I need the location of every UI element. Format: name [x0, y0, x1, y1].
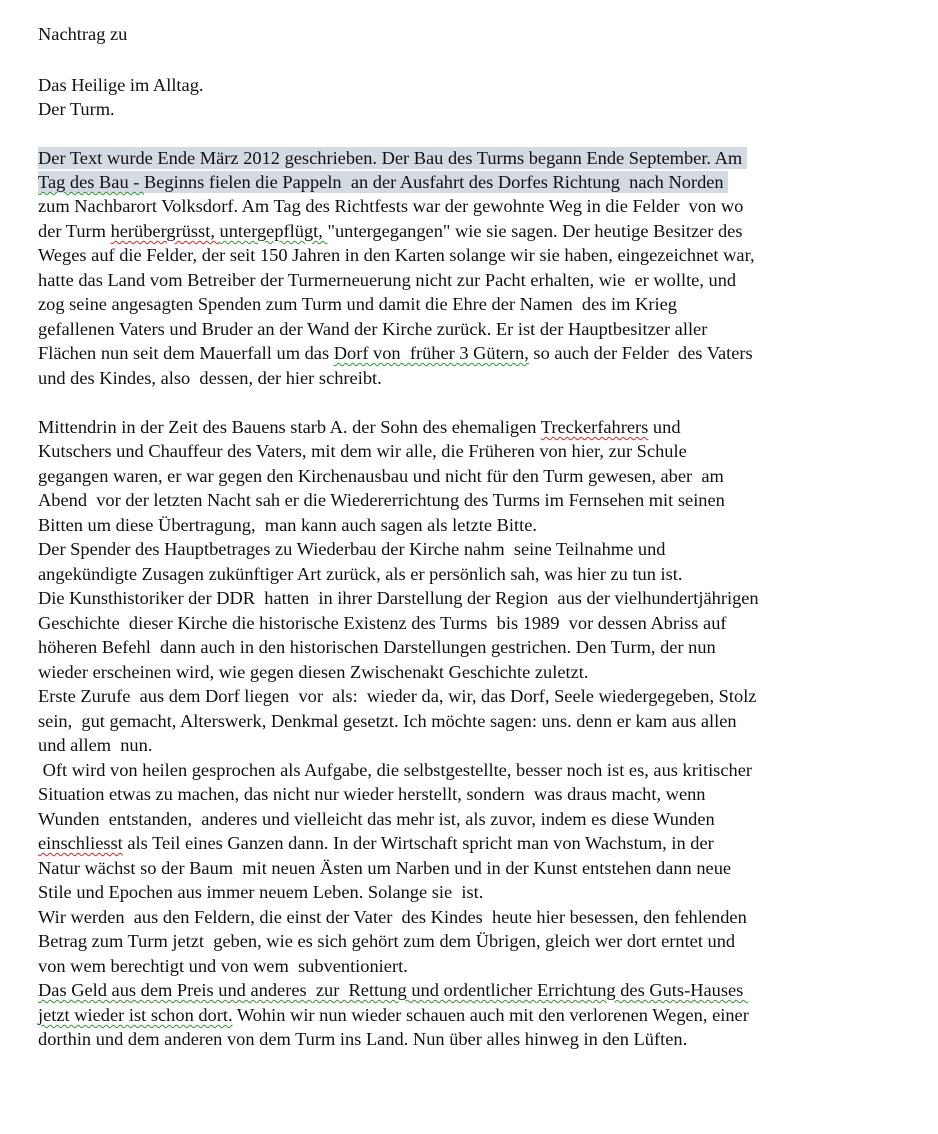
spelling-flag[interactable]: herübergrüsst,	[110, 221, 220, 241]
text-line	[38, 1004, 749, 1026]
text-line: Abend vor der letzten Nacht sah er die Wiedererrichtung des Turms im Fernsehen mit seinen	[38, 490, 725, 510]
text-line: und allem nun.	[38, 735, 153, 755]
text-line: Betrag zum Turm jetzt geben, wie es sich gehört zum dem Übrigen, gleich wer dort erntet und	[38, 931, 736, 951]
text-line: von wem berechtigt und von wem subventioniert.	[38, 956, 408, 976]
text-line: sein, gut gemacht, Alterswerk, Denkmal gesetzt. Ich möchte sagen: uns. denn er kam aus allen	[38, 711, 737, 731]
text-line: Der Spender des Hauptbetrages zu Wiederbau der Kirche nahm seine Teilnahme und	[38, 539, 666, 559]
spelling-flag[interactable]: einschliesst	[38, 833, 123, 853]
text-line	[38, 342, 753, 364]
text-line: Bitten um diese Übertragung, man kann auch sagen als letzte Bitte.	[38, 515, 537, 535]
text-span: "untergegangen" wie sie sagen. Der heutige Besitzer des	[327, 221, 743, 241]
text-line: und des Kindes, also dessen, der hier schreibt.	[38, 368, 382, 388]
grammar-flag[interactable]: Dorf von früher 3 Gütern,	[333, 343, 529, 363]
text-span: der Turm	[38, 221, 111, 241]
grammar-flag[interactable]: Tag des Bau -	[38, 172, 144, 192]
text-line: Die Kunsthistoriker der DDR hatten in ihrer Darstellung der Region aus der vielhundertjährigen	[38, 588, 759, 608]
grammar-flag[interactable]: jetzt wieder ist schon dort.	[38, 1005, 233, 1025]
text-span: Beginns fielen die Pappeln an der Ausfahrt des Dorfes Richtung nach Norden	[143, 172, 729, 192]
text-span: und	[648, 417, 681, 437]
text-span: Wohin wir nun wieder schauen auch mit den verlorenen Wegen, einer	[232, 1005, 749, 1025]
text-span: als Teil eines Ganzen dann. In der Wirtschaft spricht man von Wachstum, in der	[122, 833, 714, 853]
text-line[interactable]	[38, 171, 728, 193]
text-line: Geschichte dieser Kirche die historische Existenz des Turms bis 1989 vor dessen Abriss auf	[38, 613, 727, 633]
text-line: höheren Befehl dann auch in den historischen Darstellungen gestrichen. Den Turm, der nun	[38, 637, 716, 657]
text-line	[38, 220, 743, 242]
spelling-flag[interactable]: Treckerfahrers	[540, 417, 649, 437]
text-line	[38, 832, 714, 854]
heading-nachtrag: Nachtrag zu	[38, 24, 128, 44]
text-span: Mittendrin in der Zeit des Bauens starb A. der Sohn des ehemaligen	[38, 417, 541, 437]
text-line: wieder erscheinen wird, wie gegen diesen Zwischenakt Geschichte zuletzt.	[38, 662, 589, 682]
text-line: dorthin und dem anderen von dem Turm ins Land. Nun über alles hinweg in den Lüften.	[38, 1029, 688, 1049]
text-line: angekündigte Zusagen zukünftiger Art zurück, als er persönlich sah, was hier zu tun ist.	[38, 564, 683, 584]
text-line: Wir werden aus den Feldern, die einst der Vater des Kindes heute hier besessen, den fehlenden	[38, 907, 747, 927]
grammar-flag[interactable]: Das Geld aus dem Preis und anderes zur Rettung und ordentlicher Errichtung des Guts-Hauses	[38, 980, 748, 1000]
text-span: Flächen nun seit dem Mauerfall um das	[38, 343, 334, 363]
text-line: Stile und Epochen aus immer neuem Leben. Solange sie ist.	[38, 882, 484, 902]
text-line: Wunden entstanden, anderes und vielleicht das mehr ist, als zuvor, indem es diese Wunden	[38, 809, 715, 829]
text-line: gegangen waren, er war gegen den Kirchenausbau und nicht für den Turm gewesen, aber am	[38, 466, 724, 486]
text-line: Natur wächst so der Baum mit neuen Ästen um Narben und in der Kunst entstehen dann neue	[38, 858, 732, 878]
text-line: Erste Zurufe aus dem Dorf liegen vor als: wieder da, wir, das Dorf, Seele wiedergegeben, Stolz	[38, 686, 757, 706]
text-line: Oft wird von heilen gesprochen als Aufgabe, die selbstgestellte, besser noch ist es, aus kritischer	[38, 760, 752, 780]
title-line-2: Der Turm.	[38, 99, 115, 119]
text-line: hatte das Land vom Betreiber der Turmerneuerung nicht zur Pacht erhalten, wie er wollte, und	[38, 270, 737, 290]
text-line	[38, 416, 681, 438]
text-line: zum Nachbarort Volksdorf. Am Tag des Richtfests war der gewohnte Weg in die Felder von wo	[38, 196, 744, 216]
text-line	[38, 979, 748, 1001]
text-line: zog seine angesagten Spenden zum Turm und damit die Ehre der Namen des im Krieg	[38, 294, 677, 314]
text-line: Weges auf die Felder, der seit 150 Jahren in den Karten solange wir sie haben, eingezeichnet war,	[38, 245, 755, 265]
text-line: Kutschers und Chauffeur des Vaters, mit dem wir alle, die Früheren von hier, zur Schule	[38, 441, 687, 461]
text-line: gefallenen Vaters und Bruder an der Wand der Kirche zurück. Er ist der Hauptbesitzer aller	[38, 319, 708, 339]
grammar-flag[interactable]: untergepflügt,	[219, 221, 328, 241]
title-line-1: Das Heilige im Alltag.	[38, 75, 204, 95]
text-line[interactable]: Der Text wurde Ende März 2012 geschrieben. Der Bau des Turms begann Ende September. Am	[38, 148, 747, 168]
text-line: Situation etwas zu machen, das nicht nur wieder herstellt, sondern was draus macht, wenn	[38, 784, 706, 804]
text-span: so auch der Felder des Vaters	[528, 343, 753, 363]
